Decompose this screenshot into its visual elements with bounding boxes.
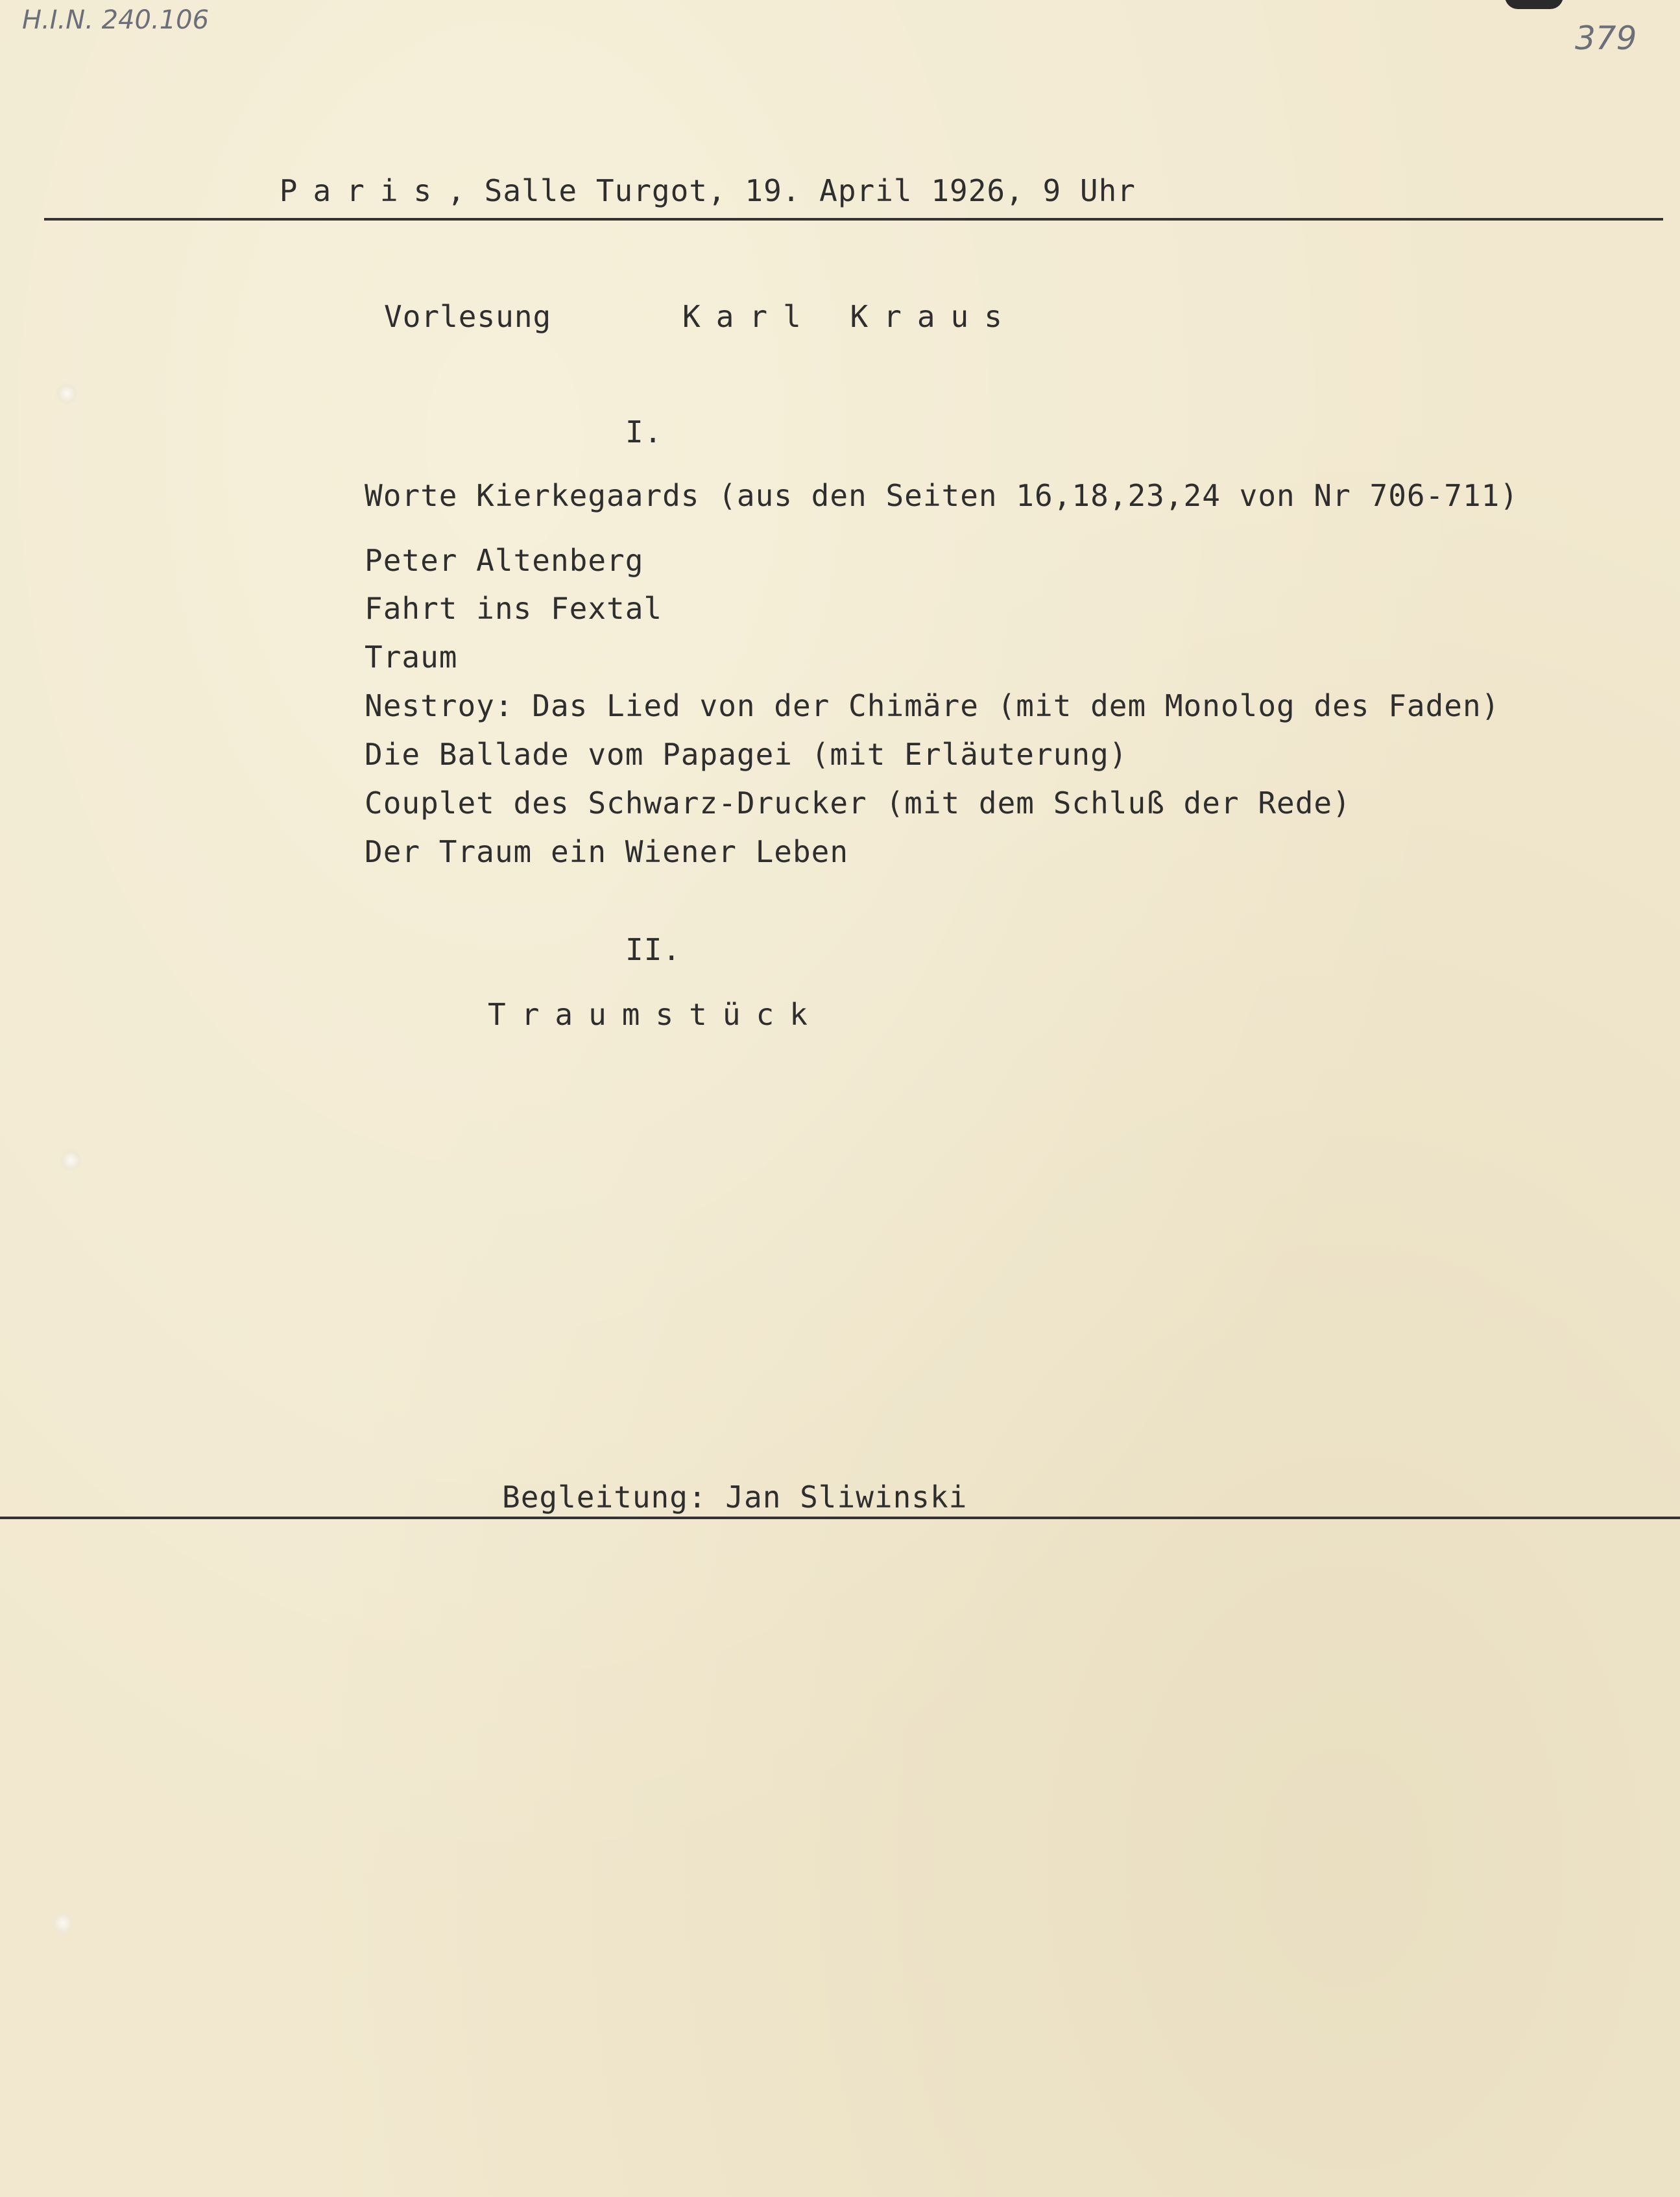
title-name: Karl Kraus — [682, 299, 1018, 334]
punch-hole — [52, 1912, 74, 1934]
program-item: Der Traum ein Wiener Leben — [365, 834, 849, 869]
header-place: Paris — [279, 173, 448, 208]
program-item: Fahrt ins Fextal — [365, 591, 663, 626]
header-venue-date: , Salle Turgot, 19. April 1926, 9 Uhr — [447, 173, 1136, 208]
program-item: Worte Kierkegaards (aus den Seiten 16,18,23,24 von Nr 706-711) — [365, 478, 1519, 513]
punch-hole — [56, 383, 78, 405]
program-item: Peter Altenberg — [365, 543, 644, 578]
archive-mark: H.I.N. 240.106 — [22, 5, 210, 35]
header-line — [205, 136, 1136, 245]
part2-title: Traumstück — [488, 997, 823, 1032]
program-item: Traum — [365, 640, 458, 675]
program-item: Die Ballade vom Papagei (mit Erläuterung) — [365, 737, 1128, 772]
part1-numeral: I. — [625, 414, 663, 450]
footer-rule — [0, 1517, 1680, 1519]
program-item: Nestroy: Das Lied von der Chimäre (mit dem Monolog des Faden) — [365, 688, 1500, 723]
header-rule — [44, 218, 1663, 221]
accompaniment-line: Begleitung: Jan Sliwinski — [502, 1480, 968, 1515]
punch-hole — [60, 1149, 82, 1171]
part2-numeral: II. — [625, 932, 682, 967]
program-item: Couplet des Schwarz-Drucker (mit dem Schluß der Rede) — [365, 786, 1351, 821]
title-label: Vorlesung — [384, 299, 552, 334]
corner-clip-mark — [1505, 0, 1563, 9]
page-number: 379 — [1575, 19, 1637, 57]
